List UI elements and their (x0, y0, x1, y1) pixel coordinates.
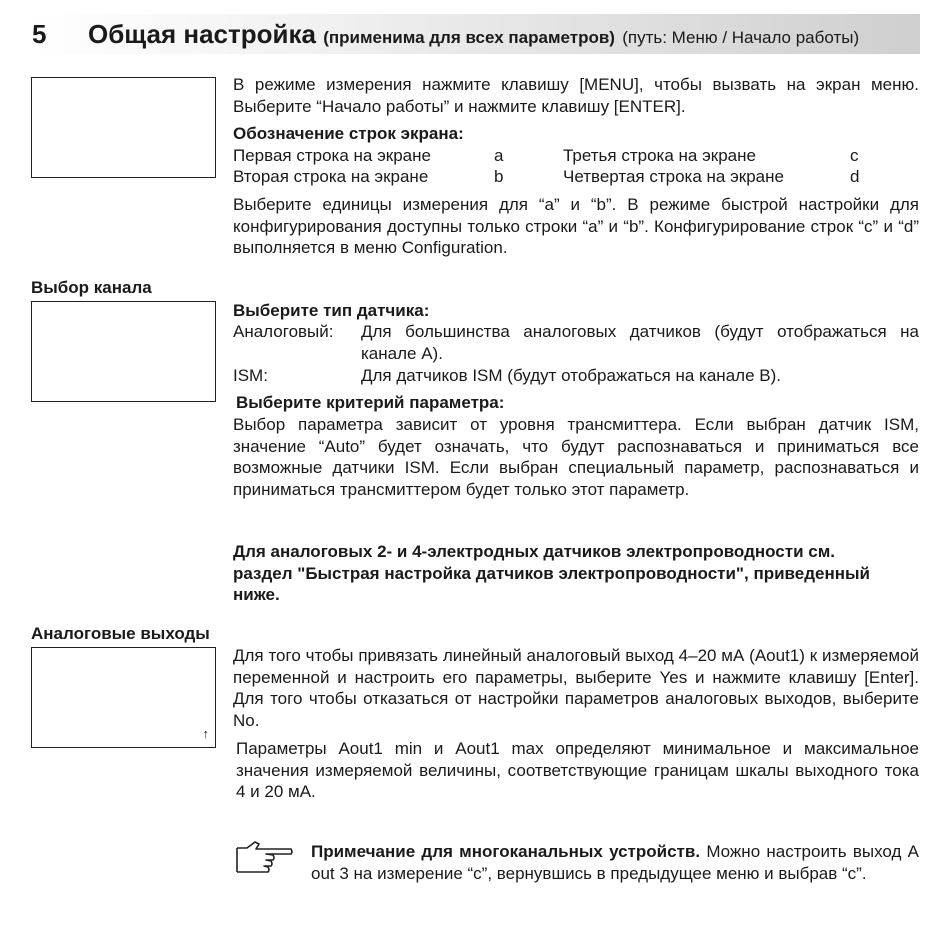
conductivity-note: Для аналоговых 2- и 4-электродных датчиков электропроводности см. раздел "Быстрая настройка датчиков электропроводности", приведенный ниже. (233, 542, 870, 604)
criterion-text: Выбор параметра зависит от уровня трансмиттера. Если выбран датчик ISM, значение “Auto” будет означать, что будут распознаваться и приниматься все возможные датчики ISM. Если выбран специальный параметр, распознаваться и приниматься трансмиттером будет только этот параметр. (233, 415, 919, 499)
intro-para1: В режиме измерения нажмите клавишу [MENU], чтобы вызвать на экран меню. Выберите “Начало работы” и нажмите клавишу [ENTER]. (233, 75, 919, 116)
screen-image-outputs (31, 647, 216, 748)
section-path: (путь: Меню / Начало работы) (622, 28, 860, 47)
sensor-heading: Выберите тип датчика: (233, 301, 430, 320)
line-letter-b: b (494, 167, 504, 186)
outputs-para2: Параметры Aout1 min и Aout1 max определяют минимальное и максимальное значения измеряемой величины, соответствующие границам шкалы выходного тока 4 и 20 мА. (236, 739, 919, 801)
line-label-c: Третья строка на экране (563, 146, 756, 165)
section-number: 5 (32, 19, 47, 49)
line-letter-a: a (494, 146, 504, 165)
section-subtitle: (применима для всех параметров) (323, 28, 615, 47)
screen-image-channel (31, 301, 216, 402)
section-title-text: Общая настройка (88, 19, 316, 49)
intro-para2: Выберите единицы измерения для “a” и “b”. В режиме быстрой настройки для конфигурирования доступны только строки “a” и “b”. Конфигурирование строк “c” и “d” выполняется в меню Configuration. (233, 195, 919, 257)
channel-section-title: Выбор канала (31, 278, 152, 297)
line-label-d: Четвертая строка на экране (563, 167, 784, 186)
multichannel-note (311, 841, 919, 884)
note-text: Можно настроить выход A out 3 на измерение “c”, вернувшись в предыдущее меню и выбрав “c”. (311, 842, 919, 883)
line-letter-c: c (850, 146, 859, 165)
line-label-b: Вторая строка на экране (233, 167, 429, 186)
pointing-hand-icon (233, 840, 295, 889)
outputs-para1: Для того чтобы привязать линейный аналоговый выход 4–20 мА (Aout1) к измеряемой переменной и настроить его параметры, выберите Yes и нажмите клавишу [Enter]. Для того чтобы отказаться от настройки параметров аналоговых выходов, выберите No. (233, 646, 919, 730)
ism-label: ISM: (233, 366, 268, 385)
analog-desc: Для большинства аналоговых датчиков (будут отображаться на канале A). (361, 322, 919, 363)
criterion-heading: Выберите критерий параметра: (236, 393, 505, 412)
section-header (30, 14, 920, 54)
ism-desc: Для датчиков ISM (будут отображаться на канале B). (361, 366, 781, 385)
outputs-section-title: Аналоговые выходы (31, 624, 210, 643)
screen-image-general (31, 77, 216, 178)
section-title (88, 19, 859, 50)
up-arrow-icon: ↑ (202, 726, 209, 741)
lines-heading: Обозначение строк экрана: (233, 124, 464, 143)
note-bold: Примечание для многоканальных устройств. (311, 842, 701, 861)
line-label-a: Первая строка на экране (233, 146, 431, 165)
line-letter-d: d (850, 167, 860, 186)
analog-label: Аналоговый: (233, 322, 334, 341)
